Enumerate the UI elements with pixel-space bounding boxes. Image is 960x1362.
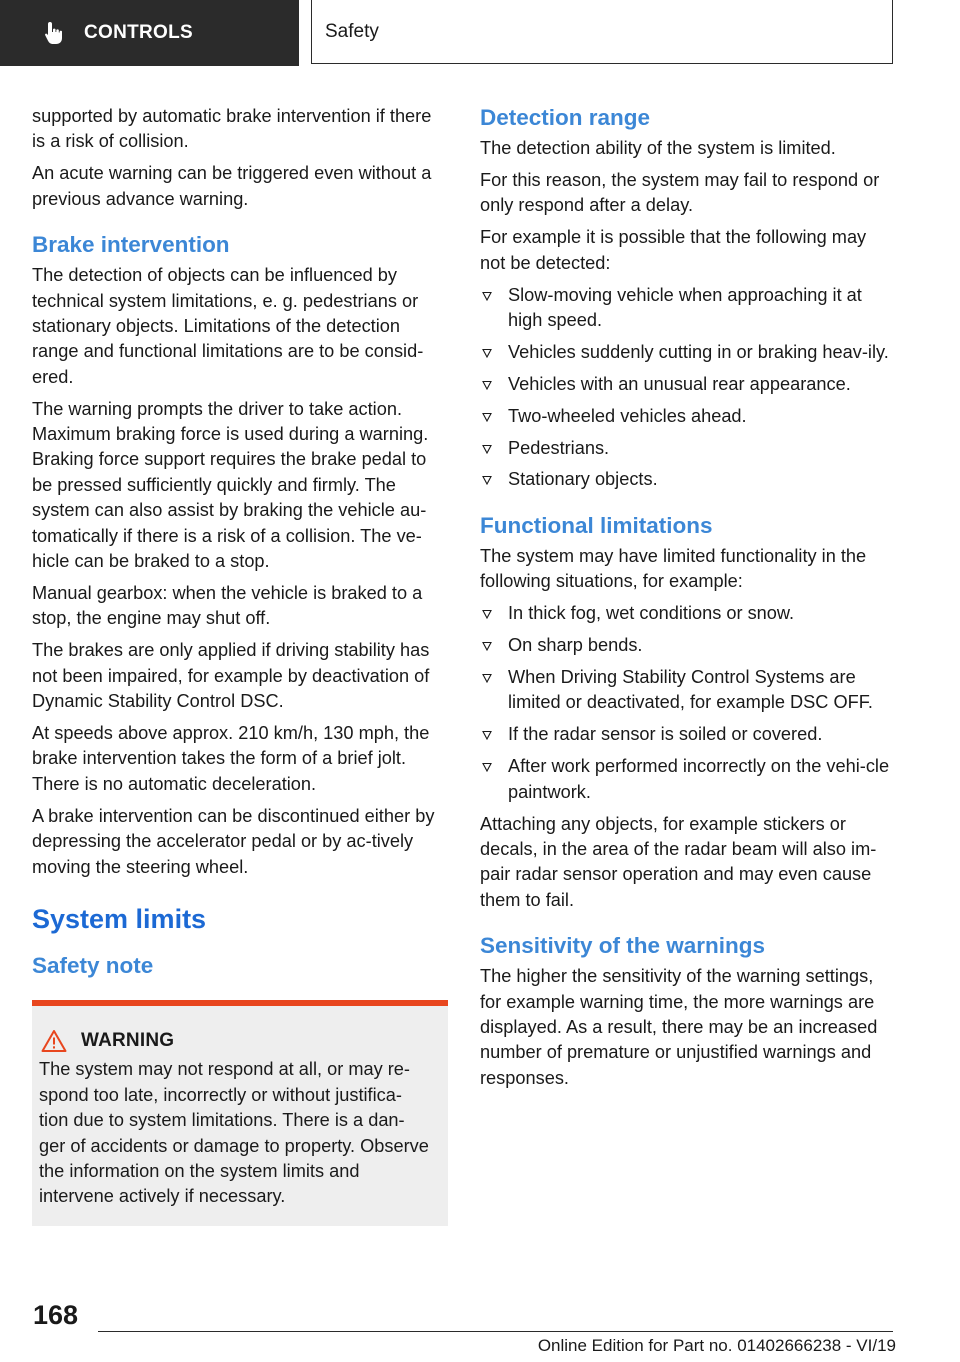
list-item: Vehicles suddenly cutting in or braking heav‐ily. xyxy=(480,340,896,365)
footer-divider xyxy=(98,1331,893,1332)
list-item: Pedestrians. xyxy=(480,436,896,461)
bullet-triangle-icon xyxy=(482,609,492,619)
section-tab xyxy=(0,0,299,66)
page-number: 168 xyxy=(33,1300,79,1330)
paragraph: An acute warning can be triggered even without a previous advance warning. xyxy=(32,163,432,209)
paragraph: The warning prompts the driver to take action. Maximum braking force is used during a warning. Braking force support requires the brake pedal to be pressed sufficiently quickly and firmly. The system can also assist by braking the vehicle au‐tomatically if there is a risk of a collision. The ve‐hicle can be braked to a stop. xyxy=(32,398,429,572)
warning-triangle-icon xyxy=(41,1029,67,1053)
warning-box xyxy=(32,1000,448,1226)
detection-list xyxy=(480,283,896,493)
list-item: When Driving Stability Control Systems are limited or deactivated, for example DSC OFF. xyxy=(480,665,896,716)
paragraph: Attaching any objects, for example stickers or decals, in the area of the radar beam will also im‐pair radar sensor operation and may even cause them to fail. xyxy=(480,813,877,910)
bullet-triangle-icon xyxy=(482,730,492,740)
paragraph: The higher the sensitivity of the warning settings, for example warning time, the more warnings are displayed. As a result, there may be an increased number of premature or unjustified warnings and responses. xyxy=(480,966,878,1088)
edition-text: Online Edition for Part no. 01402666238 - VI/19 xyxy=(537,1336,896,1355)
list-item: After work performed incorrectly on the vehi‐cle paintwork. xyxy=(480,754,896,805)
list-item: Stationary objects. xyxy=(480,467,896,492)
heading-system-limits: System limits xyxy=(32,903,207,934)
list-item: In thick fog, wet conditions or snow. xyxy=(480,601,896,626)
bullet-triangle-icon xyxy=(482,641,492,651)
bullet-triangle-icon xyxy=(482,291,492,301)
chapter-tab xyxy=(311,0,893,64)
paragraph: The system may have limited functionality in the following situations, for example: xyxy=(480,545,867,592)
hand-pointer-icon xyxy=(40,19,68,47)
heading-safety-note: Safety note xyxy=(32,952,154,978)
list-item: On sharp bends. xyxy=(480,633,896,658)
list-item: Slow-moving vehicle when approaching it at high speed. xyxy=(480,283,896,334)
list-item: Two-wheeled vehicles ahead. xyxy=(480,404,896,429)
functional-list xyxy=(480,601,896,805)
paragraph: The detection of objects can be influenced by technical system limitations, e. g. pedestrians or stationary objects. Limitations of the detection range and functional limitations are to be consid‐ered. xyxy=(32,265,424,387)
section-title: CONTROLS xyxy=(84,22,194,43)
list-item: If the radar sensor is soiled or covered. xyxy=(480,722,896,747)
page-header xyxy=(0,0,960,66)
bullet-triangle-icon xyxy=(482,762,492,772)
paragraph: The brakes are only applied if driving stability has not been impaired, for example by deactivation of Dynamic Stability Control DSC. xyxy=(32,640,430,712)
paragraph: supported by automatic brake intervention if there is a risk of collision. xyxy=(32,106,432,152)
chapter-title: Safety xyxy=(325,20,379,42)
bullet-triangle-icon xyxy=(482,412,492,422)
right-column xyxy=(480,104,896,1098)
heading-sensitivity-of-warnings: Sensitivity of the warnings xyxy=(480,933,766,959)
warning-title-row xyxy=(39,1028,430,1053)
warning-text: The system may not respond at all, or may re‐spond too late, incorrectly or without justifica‐tion due to system limitations. There is a dan‐ger of accidents or damage to property. Observe the information on the system limits and intervene actively if necessary. xyxy=(39,1059,429,1207)
left-column xyxy=(32,104,448,1226)
paragraph: Manual gearbox: when the vehicle is braked to a stop, the engine may shut off. xyxy=(32,583,423,629)
heading-brake-intervention: Brake intervention xyxy=(32,232,230,258)
bullet-triangle-icon xyxy=(482,673,492,683)
bullet-triangle-icon xyxy=(482,444,492,454)
heading-detection-range: Detection range xyxy=(480,105,651,130)
paragraph: The detection ability of the system is limited. xyxy=(480,138,836,158)
paragraph: For example it is possible that the following may not be detected: xyxy=(480,227,867,273)
bullet-triangle-icon xyxy=(482,475,492,485)
paragraph: At speeds above approx. 210 km/h, 130 mph, the brake intervention takes the form of a brief jolt. There is no automatic deceleration. xyxy=(32,723,430,794)
list-item: Vehicles with an unusual rear appearance. xyxy=(480,372,896,397)
paragraph: For this reason, the system may fail to respond or only respond after a delay. xyxy=(480,169,880,216)
heading-functional-limitations: Functional limitations xyxy=(480,512,713,538)
warning-label: WARNING xyxy=(81,1029,175,1051)
bullet-triangle-icon xyxy=(482,348,492,358)
bullet-triangle-icon xyxy=(482,380,492,390)
paragraph: A brake intervention can be discontinued either by depressing the accelerator pedal or by ac‐tively moving the steering wheel. xyxy=(32,805,435,877)
